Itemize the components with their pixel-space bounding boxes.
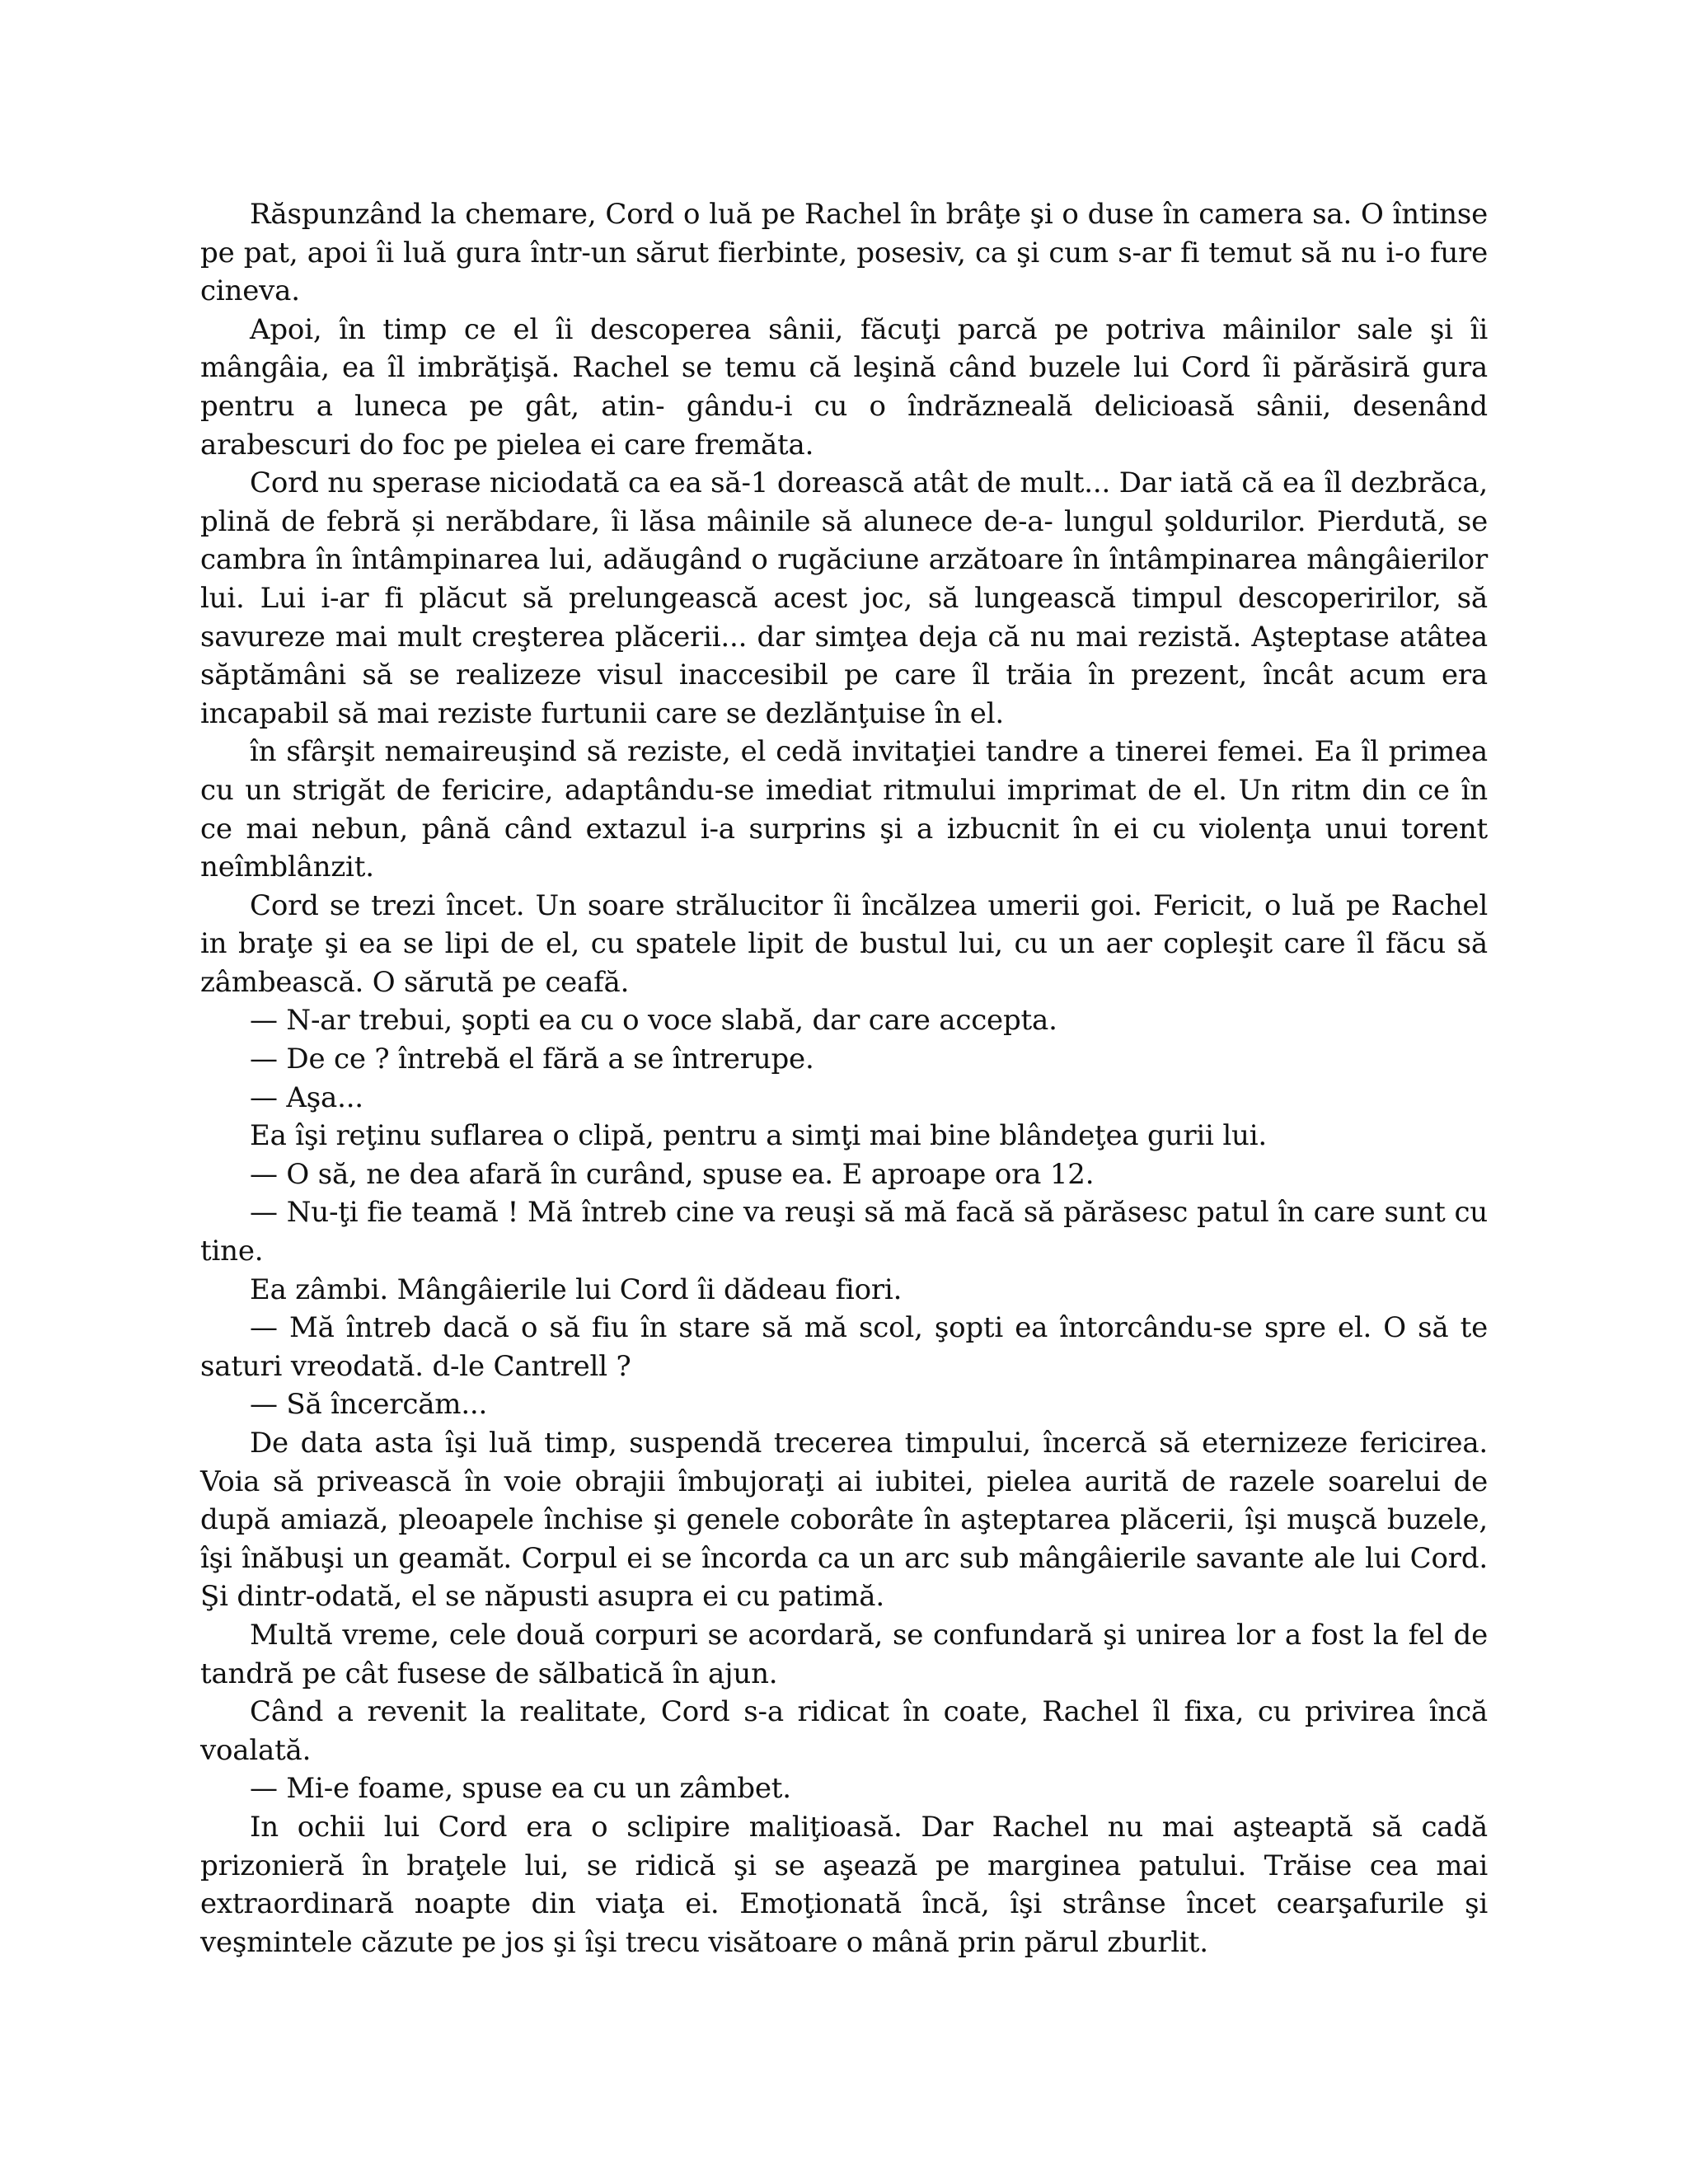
paragraph: Ea îşi reţinu suflarea o clipă, pentru a simţi mai bine blândeţea gurii lui. bbox=[250, 1119, 1267, 1153]
dialogue-line: — Să încercăm... bbox=[250, 1388, 488, 1422]
dialogue-line: — Mă întreb dacă o să fiu în stare să mă scol, şopti ea întorcându-se spre el. O să te saturi vreodată. d-le Cantrell ? bbox=[200, 1311, 1488, 1383]
paragraph: In ochii lui Cord era o sclipire maliţioasă. Dar Rachel nu mai aşteaptă să cadă prizonieră în braţele lui, se ridică şi se aşează pe marginea patului. Trăise cea mai extraordinară noapte din viaţa ei. Emoţionată încă, îşi strânse încet cearşafurile şi veşmintele căzute pe jos şi îşi trecu visătoare o mână prin părul zburlit. bbox=[200, 1810, 1488, 1959]
dialogue-line: — Nu-ţi fie teamă ! Mă întreb cine va reuşi să mă facă să părăsesc patul în care sunt cu tine. bbox=[200, 1196, 1488, 1268]
dialogue-line: — De ce ? întrebă el fără a se întrerupe. bbox=[250, 1043, 814, 1076]
dialogue-line: — O să, ne dea afară în curând, spuse ea. E aproape ora 12. bbox=[250, 1157, 1095, 1191]
paragraph: Multă vreme, cele două corpuri se acordară, se confundară şi unirea lor a fost la fel de tandră pe cât fusese de sălbatică în ajun. bbox=[200, 1618, 1488, 1690]
paragraph: în sfârşit nemaireuşind să reziste, el cedă invitaţiei tandre a tinerei femei. Ea îl primea cu un strigăt de fericire, adaptându-se imediat ritmului imprimat de el. Un ritm din ce în ce mai nebun, până când extazul i-a surprins şi a izbucnit în ei cu violenţa unui torent neîmblânzit. bbox=[200, 735, 1488, 884]
paragraph: Când a revenit la realitate, Cord s-a ridicat în coate, Rachel îl fixa, cu privirea încă voalată. bbox=[200, 1695, 1488, 1767]
paragraph: Cord se trezi încet. Un soare strălucitor îi încălzea umerii goi. Fericit, o luă pe Rachel in braţe şi ea se lipi de el, cu spatele lipit de bustul lui, cu un aer copleşit care îl făcu să zâmbească. O sărută pe ceafă. bbox=[200, 888, 1488, 999]
paragraph: Cord nu sperase niciodată ca ea să-1 dorească atât de mult... Dar iată că ea îl dezbrăca, plină de febră și nerăbdare, îi lăsa mâinile să alunece de-a- lungul şoldurilor. Pierdută, se cambra în întâmpinarea lui, adăugând o rugăciune arzătoare în întâmpinarea mângâierilor lui. Lui i-ar fi plăcut să prelungească acest joc, să lungească timpul descoperirilor, să savureze mai mult creşterea plăcerii... dar simţea deja că nu mai rezistă. Aşteptase atâtea săptămâni să se realizeze visul inaccesibil pe care îl trăia în prezent, încât acum era incapabil să mai reziste furtunii care se dezlănţuise în el. bbox=[200, 466, 1488, 730]
paragraph: Apoi, în timp ce el îi descoperea sânii, făcuţi parcă pe potriva mâinilor sale şi îi mângâia, ea îl imbrăţişă. Rachel se temu că leşină când buzele lui Cord îi părăsiră gura pentru a luneca pe gât, atin- gându-i cu o îndrăzneală delicioasă sânii, desenând arabescuri do foc pe pielea ei care fremăta. bbox=[200, 312, 1488, 462]
dialogue-line: — Mi-e foame, spuse ea cu un zâmbet. bbox=[250, 1772, 791, 1806]
paragraph: Ea zâmbi. Mângâierile lui Cord îi dădeau fiori. bbox=[250, 1272, 903, 1306]
paragraph: Răspunzând la chemare, Cord o luă pe Rachel în brâţe şi o duse în camera sa. O întinse pe pat, apoi îi luă gura într-un sărut fierbinte, posesiv, ca şi cum s-ar fi temut să nu i-o fure cineva. bbox=[200, 198, 1488, 308]
paragraph: De data asta îşi luă timp, suspendă trecerea timpului, încercă să eternizeze fericirea. Voia să privească în voie obrajii îmbujoraţi ai iubitei, pielea aurită de razele soarelui de după amiază, pleoapele închise şi genele coborâte în aşteptarea plăcerii, îşi muşcă buzele, îşi înăbuşi un geamăt. Corpul ei se încorda ca un arc sub mângâierile savante ale lui Cord. Şi dintr-odată, el se năpusti asupra ei cu patimă. bbox=[200, 1427, 1488, 1614]
dialogue-line: — Aşa... bbox=[250, 1080, 363, 1114]
dialogue-line: — N-ar trebui, şopti ea cu o voce slabă, dar care accepta. bbox=[250, 1004, 1057, 1038]
body-text bbox=[200, 195, 1488, 1961]
